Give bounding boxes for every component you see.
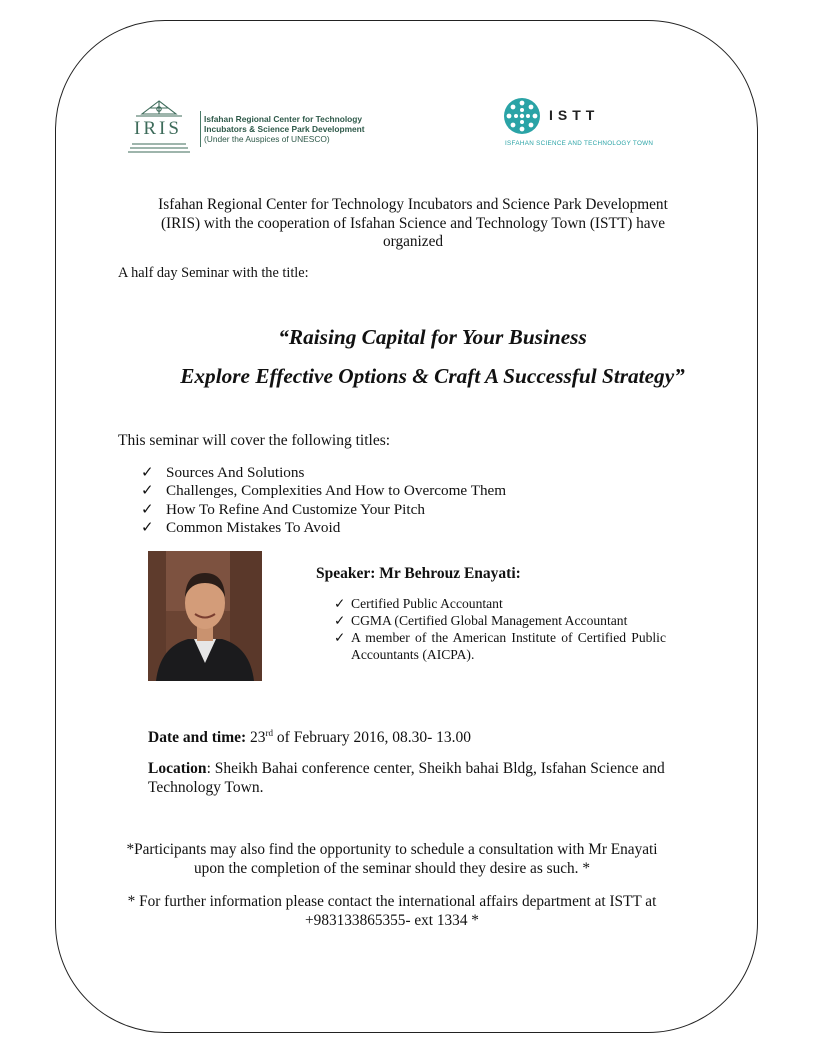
intro-paragraph xyxy=(100,196,726,252)
note-line: * For further information please contact the international affairs department at ISTT at xyxy=(127,893,657,910)
list-item xyxy=(141,464,506,482)
list-item xyxy=(141,519,506,537)
note-line: *Participants may also find the opportunity to schedule a consultation with Mr Enayati xyxy=(126,841,658,858)
iris-logo-text xyxy=(204,114,365,144)
consultation-note xyxy=(100,841,684,878)
credentials-list xyxy=(334,595,666,663)
topics-heading: This seminar will cover the following titles: xyxy=(118,432,391,449)
check-icon: ✓ xyxy=(141,500,154,518)
speaker-heading: Speaker: Mr Behrouz Enayati: xyxy=(316,565,521,582)
list-item xyxy=(334,612,666,629)
date-and-time xyxy=(148,728,471,747)
intro-line: organized xyxy=(382,233,444,250)
check-icon: ✓ xyxy=(141,482,154,500)
list-item xyxy=(141,482,506,500)
iris-logo-line: (Under the Auspices of UNESCO) xyxy=(204,134,330,144)
intro-line: (IRIS) with the cooperation of Isfahan Science and Technology Town (ISTT) have xyxy=(160,214,666,232)
seminar-title-line-1: “Raising Capital for Your Business xyxy=(278,325,587,349)
istt-logo-icon xyxy=(503,97,541,135)
check-icon: ✓ xyxy=(334,613,346,628)
topic-text: Sources And Solutions xyxy=(166,464,305,481)
location xyxy=(148,760,693,797)
iris-logo-word: IRIS xyxy=(134,118,182,139)
iris-logo-line: Incubators & Science Park Development xyxy=(204,124,365,134)
iris-logo-line: Isfahan Regional Center for Technology xyxy=(204,114,363,124)
istt-logo-word: ISTT xyxy=(549,107,600,123)
check-icon: ✓ xyxy=(334,596,346,611)
list-item xyxy=(334,629,666,663)
date-day: 23 xyxy=(250,729,266,747)
check-icon: ✓ xyxy=(141,464,154,481)
credential-text: A member of the American Institute of Certified Public Accountants (AICPA). xyxy=(351,630,666,662)
list-item xyxy=(334,595,666,612)
date-suffix: rd xyxy=(265,728,274,738)
note-line: +983133865355- ext 1334 * xyxy=(305,911,479,929)
date-label: Date and time: xyxy=(148,729,247,747)
seminar-intro-text: A half day Seminar with the title: xyxy=(118,265,309,281)
credential-text: CGMA (Certified Global Management Accountant xyxy=(351,613,628,628)
contact-note xyxy=(100,893,684,930)
check-icon: ✓ xyxy=(141,518,154,536)
seminar-title-line-2: Explore Effective Options & Craft A Successful Strategy” xyxy=(180,364,685,388)
istt-logo-subtitle: ISFAHAN SCIENCE AND TECHNOLOGY TOWN xyxy=(505,140,654,147)
credential-text: Certified Public Accountant xyxy=(351,596,503,611)
speaker-photo xyxy=(148,551,262,681)
note-line: upon the completion of the seminar should they desire as such. * xyxy=(194,859,590,877)
topics-list xyxy=(141,464,506,537)
location-label: Location xyxy=(148,760,207,777)
topic-text: Challenges, Complexities And How to Overcome Them xyxy=(166,482,507,500)
topic-text: How To Refine And Customize Your Pitch xyxy=(166,500,425,518)
intro-line: Isfahan Regional Center for Technology Incubators and Science Park Development xyxy=(158,196,668,213)
check-icon: ✓ xyxy=(334,630,346,645)
date-rest: of February 2016, 08.30- 13.00 xyxy=(273,729,472,747)
location-text: : Sheikh Bahai conference center, Sheikh bahai Bldg, Isfahan Science and Technology Town. xyxy=(148,760,665,796)
iris-logo-divider xyxy=(200,111,201,147)
topic-text: Common Mistakes To Avoid xyxy=(166,518,341,536)
list-item xyxy=(141,501,506,519)
